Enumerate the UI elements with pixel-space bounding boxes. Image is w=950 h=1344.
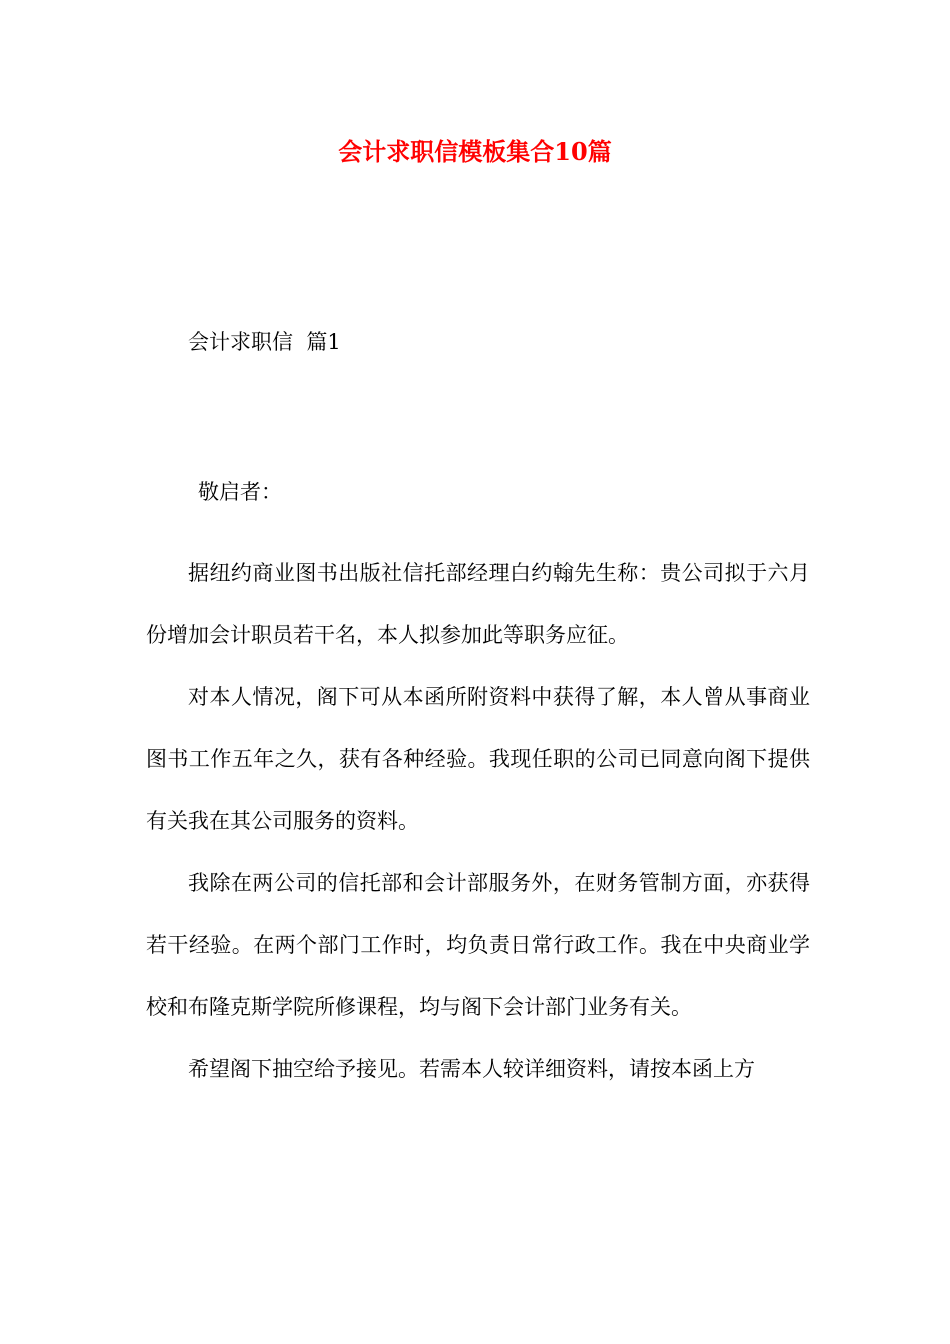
section-heading: 会计求职信 篇1 bbox=[188, 330, 341, 354]
paragraph: 据纽约商业图书出版社信托部经理白约翰先生称：贵公司拟于六月份增加会计职员若干名，本人拟参加此等职务应征。 bbox=[146, 561, 810, 647]
letter-body bbox=[146, 542, 810, 1100]
document-title: 会计求职信模板集合10篇 bbox=[338, 137, 612, 166]
paragraph: 对本人情况，阁下可从本函所附资料中获得了解，本人曾从事商业图书工作五年之久，获有各种经验。我现任职的公司已同意向阁下提供有关我在其公司服务的资料。 bbox=[146, 685, 810, 833]
paragraph: 我除在两公司的信托部和会计部服务外，在财务管制方面，亦获得若干经验。在两个部门工作时，均负责日常行政工作。我在中央商业学校和布隆克斯学院所修课程，均与阁下会计部门业务有关。 bbox=[146, 871, 810, 1019]
paragraph: 希望阁下抽空给予接见。若需本人较详细资料，请按本函上方 bbox=[188, 1057, 755, 1081]
letter-greeting: 敬启者： bbox=[198, 480, 282, 504]
